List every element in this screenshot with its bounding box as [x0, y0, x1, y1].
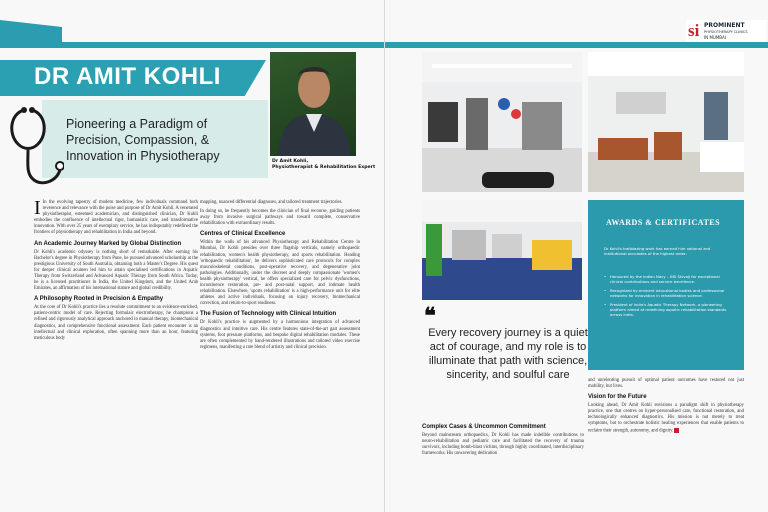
- awards-panel: [588, 200, 744, 370]
- section-heading: The Fusion of Technology with Clinical Intuition: [200, 311, 337, 318]
- paragraph: Dr Kohli's practice is augmented by a harmonious integration of advanced diagnostics and intuitive care. His centre features state-of-the-art gait assessment systems, foot pressure platforms, and bespoke digital rehabilitation modules. These are often complemented by hand-rendered illustrations and tailored video exercise regimens, manifesting a rare blend of artistry and clinical precision.: [200, 320, 360, 350]
- awards-title: AWARDS & CERTIFICATES: [606, 218, 721, 227]
- paragraph: At the core of Dr Kohli's practice lies a resolute commitment to an evidence-enriched, patient-centric model of care. Rejecting formulaic electrotherapy, he champions a refined and rigorously analytical approach anchored in manual therapy, biomechanical diagnostics, and comprehensive functional assessment. Each patient encounter is an intellectual and clinical exploration, often spanning more than an hour, featuring meticulous body: [34, 305, 198, 341]
- article-column-4: [588, 378, 744, 437]
- publication-logo: [686, 20, 766, 42]
- awards-list: [604, 274, 732, 321]
- portrait-photo: [270, 52, 356, 156]
- awards-list-item: • Recognized by eminent educational bodies and professional networks for innovation in rehabilitation science.: [604, 288, 732, 298]
- awards-intro: Dr Kohli's trailblazing work has earned him national and institutional accolades of the highest order:: [604, 246, 711, 256]
- closing-paragraph: Looking ahead, Dr Amit Kohli envisions a paradigm shift in physiotherapy practice, one that centres on hyper-personalised care, functional restoration, and technologically enhanced diagnostics. His mission is not merely to treat symptoms, but to orchestrate holistic healing experiences that enable patients to reclaim their strength, autonomy, and dignity.: [588, 403, 744, 434]
- stethoscope-icon: [4, 104, 64, 188]
- quote-mark-icon: ❝: [424, 303, 436, 328]
- portrait-figure: [270, 52, 356, 156]
- page-gutter: [384, 0, 385, 512]
- article-column-2: [200, 200, 360, 354]
- clinic-reception-photo: [588, 52, 744, 192]
- section-heading: Vision for the Future: [588, 394, 647, 401]
- gym-scene: [422, 52, 582, 192]
- header-accent-band: [38, 42, 768, 48]
- end-mark-icon: [674, 428, 679, 433]
- paragraph: [588, 403, 744, 434]
- clinic-rehab-floor-photo: [422, 200, 582, 300]
- paragraph: mapping, nuanced differential diagnoses, and tailored treatment trajectories.: [200, 200, 343, 205]
- awards-list-item: • President of India's Aquatic Therapy Network, a pioneering platform aimed at redefining aquatic rehabilitation standards across India.: [604, 302, 732, 317]
- logo-line-2: PHYSIOTHERAPY CLINICS: [704, 30, 748, 34]
- drop-cap: I: [34, 197, 41, 219]
- logo-line-3: IN MUMBAI: [704, 35, 726, 40]
- page-title: DR AMIT KOHLI: [34, 63, 221, 90]
- reception-scene: [588, 52, 744, 192]
- paragraph: and unrelenting pursuit of optimal patient outcomes have restored not just mobility, but lives.: [588, 378, 744, 390]
- tagline: Pioneering a Paradigm of Precision, Compassion, & Innovation in Physiotherapy: [66, 117, 220, 163]
- portrait-caption-role: Physiotherapist & Rehabilitation Expert: [272, 165, 376, 170]
- pull-quote: Every recovery journey is a quiet act of courage, and my role is to illuminate that path with science, sincerity, and soulful care: [428, 327, 588, 381]
- awards-list-item: • Honoured by the Indian Navy – INS Shivaji for exceptional clinical contributions and service excellence.: [604, 274, 732, 284]
- intro-paragraph: In the evolving tapestry of modern medicine, few individuals command both reverence and relevance with the poise and purpose of Dr Amit Kohli. A venerated physiotherapist, esteemed academician, and distinguished clinician, Dr Kohli embodies the confluence of intellectual rigor, humanistic care, and transformative innovation. With over 25 years of exemplary service, he has indisputably redefined the frontiers of physiotherapy and rehabilitation in India and beyond.: [34, 200, 198, 236]
- article-column-3: [422, 420, 584, 460]
- paragraph: Dr Kohli's academic odyssey is nothing short of remarkable. After earning his Bachelor's degree in Physiotherapy from Pune, he pursued advanced scholarship at the prestigious University of South Australia, obtaining both a Master's Degree. His quest for deeper clinical acumen led him to attain specialised certifications in Aquatic Therapy from Switzerland and Advanced Aquatic Therapy from South Africa. Today, he is a licensed practitioner in India, the United Kingdom, and the United Arab Emirates, an affirmation of his international stature and global credibility.: [34, 249, 198, 292]
- section-heading: Complex Cases & Uncommon Commitment: [422, 424, 546, 430]
- paragraph: Within the walls of his advanced Physiotherapy and Rehabilitation Centre in Mumbai, Dr Kohli presides over three flagship verticals, namely orthopaedic rehabilitation, women's health physiotherapy, and sports rehabilitation. Heading 'orthopaedic rehabilitation', he delivers sophisticated care protocols for complex musculoskeletal conditions, post-operative recovery, and degenerative joint pathologies. Additionally, under the discreet and deeply compassionate 'women's health physiotherapy' vertical, he offers specialized care for pelvic dysfunctions, incontinence restoration, pre- and post-natal support, and intimate health rehabilitation. Elsewhere, 'sports rehabilitation' is a high-performance unit for elite athletes and active individuals, focusing on injury recovery, biomechanical correction, and return-to-sport readiness.: [200, 240, 360, 307]
- article-column-1: [34, 197, 198, 345]
- section-heading: An Academic Journey Marked by Global Distinction: [34, 240, 182, 247]
- rehab-floor-scene: [422, 200, 582, 300]
- portrait-caption-name: Dr Amit Kohli,: [272, 159, 309, 164]
- logo-line-1: PROMINENT: [704, 22, 745, 29]
- section-heading: A Philosophy Rooted in Precision & Empathy: [34, 296, 164, 303]
- section-heading: Centres of Clinical Excellence: [200, 231, 286, 238]
- paragraph: In doing so, he frequently becomes the clinician of final recourse, guiding patients away from invasive surgical pathways and toward complete, conservative rehabilitation with extraordinary results.: [200, 209, 360, 227]
- clinic-gym-photo: [422, 52, 582, 192]
- logo-badge: si: [688, 21, 700, 40]
- paragraph: Beyond mainstream orthopaedics, Dr Kohli has made indelible contributions to neuro-rehabilitation and pediatric care and facilitated the recovery of trauma survivors, including bomb-blast victims, through highly coordinated, interdisciplinary frameworks. His unwavering dedication: [422, 433, 584, 457]
